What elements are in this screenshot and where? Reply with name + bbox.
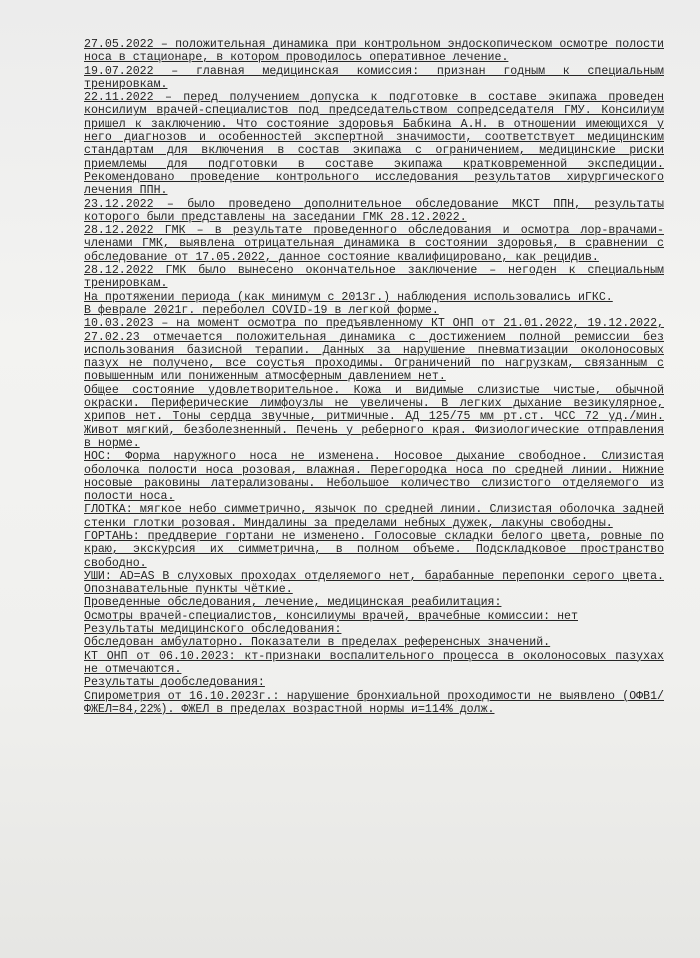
entry-outpatient: Обследован амбулаторно. Показатели в пределах референсных значений.	[84, 636, 551, 650]
heading-additional-results: Результаты дообследования:	[84, 676, 265, 690]
entry-nose-exam: НОС: Форма наружного носа не изменена. Носовое дыхание свободное. Слизистая оболочка полости носа розовая, влажная. Перегородка носа по средней линии. Нижние носовые раковины латерализованы. Небольшое количество слизистого отделяемого из полости носа.	[84, 450, 664, 504]
entry-ct-2023-10-06: КТ ОНП от 06.10.2023: кт-признаки воспалительного процесса в околоносовых пазухах не отмечаются.	[84, 649, 664, 676]
entry-exam-2023-03-10: 10.03.2023 – на момент осмотра по предъявленному КТ ОНП от 21.01.2022, 19.12.2022, 27.02.23 отмечается положительная динамика с достижением полной ремиссии без использования базисной терапии. Данных за нарушение пневматизации околоносовых пазух не получено, все соустья проходимы. Ограничений по нагрузкам, связанным с повышенным или пониженным атмосферным давлением нет.	[84, 317, 664, 384]
entry-igks-usage: На протяжении периода (как минимум с 2013г.) наблюдения использовались иГКС.	[84, 290, 613, 304]
document-text	[84, 38, 664, 716]
entry-mskt-2022-12-23: 23.12.2022 – было проведено дополнительное обследование МКСТ ППН, результаты которого были представлены на заседании ГМК 28.12.2022.	[84, 197, 664, 224]
entry-covid-2021: В феврале 2021г. переболел COVID-19 в легкой форме.	[84, 303, 439, 317]
entry-general-status: Общее состояние удовлетворительное. Кожа и видимые слизистые чистые, обычной окраски. Периферические лимфоузлы не увеличены. В легких дыхание везикулярное, хрипов нет. Тоны сердца звучные, ритмичные. АД 125/75 мм рт.ст. ЧСС 72 уд./мин. Живот мягкий, безболезненный. Печень у реберного края. Физиологические отправления в норме.	[84, 383, 664, 450]
entry-pharynx-exam: ГЛОТКА: мягкое небо симметрично, язычок по средней линии. Слизистая оболочка задней стенки глотки розовая. Миндалины за пределами небных дужек, лакуны свободны.	[84, 503, 664, 530]
heading-exam-results: Результаты медицинского обследования:	[84, 623, 342, 637]
heading-procedures: Проведенные обследования, лечение, медицинская реабилитация:	[84, 596, 502, 610]
entry-commission-2022-07-19: 19.07.2022 – главная медицинская комиссия: признан годным к специальным тренировкам.	[84, 64, 664, 91]
entry-endoscopy-2022-05-27: 27.05.2022 – положительная динамика при контрольном эндоскопическом осмотре полости носа в стационаре, в котором проводилось оперативное лечение.	[84, 38, 664, 65]
entry-gmk-dynamics-2022-12-28: 28.12.2022 ГМК – в результате проведенного обследования и осмотра лор-врачами-членами ГМК, выявлена отрицательная динамика в состоянии здоровья, в сравнении с обследование от 17.05.2022, данное состояние квалифицировано, как рецидив.	[84, 224, 664, 264]
entry-consilium-2022-11-22: 22.11.2022 – перед получением допуска к подготовке в составе экипажа проведен консилиум врачей-специалистов под председательством сопредседателя ГМУ. Консилиум пришел к заключению. Что состояние здоровья Бабкина А.Н. в отношении имеющихся у него диагнозов и особенностей экспертной значимости, соответствует медицинским стандартам для включения в состав экипажа с ограничением, медицинские риски приемлемы для подготовки в составе экипажа кратковременной экспедиции. Рекомендовано проведение контрольного исследования результатов хирургического лечения ППН.	[84, 91, 664, 198]
entry-consultations: Осмотры врачей-специалистов, консилиумы врачей, врачебные комиссии: нет	[84, 609, 578, 623]
entry-spirometry-2023-10-16: Спирометрия от 16.10.2023г.: нарушение бронхиальной проходимости не выявлено (ОФВ1/ФЖЕЛ=84,22%). ФЖЕЛ в пределах возрастной нормы и=114% долж.	[84, 689, 664, 716]
entry-larynx-exam: ГОРТАНЬ: преддверие гортани не изменено. Голосовые складки белого цвета, ровные по краю, экскурсия их симметрична, в полном объеме. Подскладковое пространство свободно.	[84, 529, 664, 570]
entry-ears-exam: УШИ: AD=AS В слуховых проходах отделяемого нет, барабанные перепонки серого цвета. Опознавательные пункты чёткие.	[84, 569, 664, 597]
entry-gmk-conclusion-2022-12-28: 28.12.2022 ГМК было вынесено окончательное заключение – негоден к специальным тренировкам.	[84, 264, 664, 291]
